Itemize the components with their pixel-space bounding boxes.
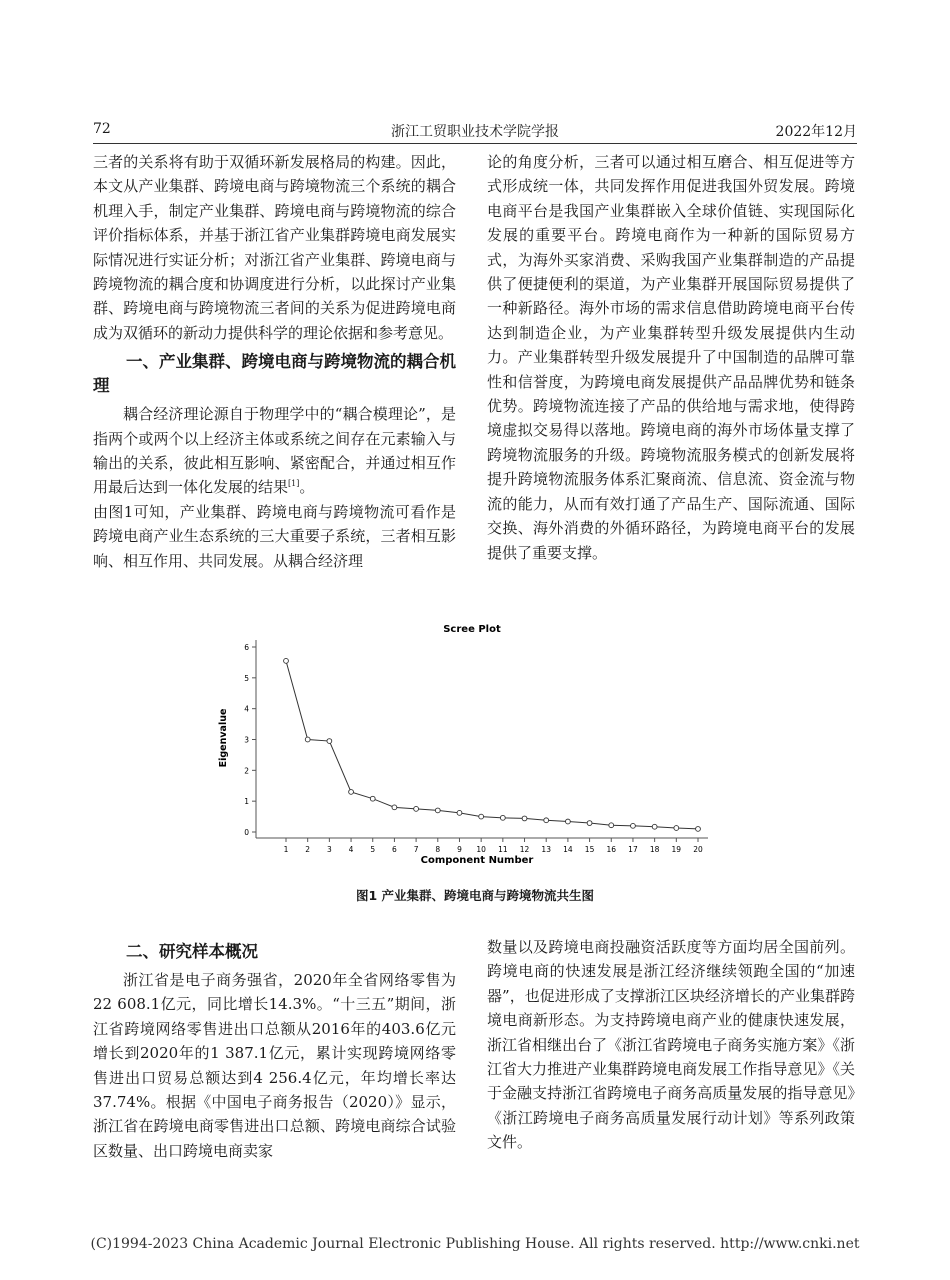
data-point bbox=[631, 823, 636, 828]
paragraph-text: 耦合经济理论源自于物理学中的“耦合模理论”，是指两个或两个以上经济主体或系统之间存在元素输入与输出的关系，彼此相互影响、紧密配合，并通过相互作用最后达到一体化发展的结果 bbox=[93, 405, 456, 497]
x-tick-label: 7 bbox=[413, 845, 419, 854]
x-tick-label: 17 bbox=[628, 845, 638, 854]
paragraph-policy-support: 数量以及跨境电商投融资活跃度等方面均居全国前列。跨境电商的快速发展是浙江经济继续领跑全国的“加速器”，也促进形成了支撑浙江区块经济增长的产业集群跨境电商新形态。为支持跨境电商产业的健康快速发展，浙江省相继出台了《浙江省跨境电子商务实施方案》《浙江省大力推进产业集群跨境电商发展工作指导意见》《关于金融支持浙江省跨境电子商务高质量发展的指导意见》《浙江跨境电子商务高质量发展行动计划》等系列政策文件。 bbox=[487, 938, 855, 1152]
y-tick-label: 6 bbox=[244, 643, 249, 652]
paragraph-zhejiang-ecommerce: 浙江省是电子商务强省，2020年全省网络零售为22 608.1亿元，同比增长14.3%。“十三五”期间，浙江省跨境网络零售进出口总额从2016年的403.6亿元增长到2020年的1 387.1亿元，累计实现跨境网络零售进出口贸易总额达到4 256.4亿元，年均增长率达37.74%。根据《中国电子商务报告（2020）》显示，浙江省在跨境电商零售进出口总额、跨境电商综合试验区数量、出口跨境电商卖家 bbox=[93, 971, 456, 1160]
x-tick-label: 4 bbox=[348, 845, 354, 854]
data-point bbox=[565, 819, 570, 824]
paragraph-end-mark: 。 bbox=[299, 478, 315, 497]
y-tick-label: 1 bbox=[244, 797, 249, 807]
data-point bbox=[284, 658, 289, 663]
data-point bbox=[674, 826, 679, 831]
x-axis-label: Component Number bbox=[420, 855, 534, 866]
data-point bbox=[696, 827, 701, 832]
data-point bbox=[479, 814, 484, 819]
data-point bbox=[305, 737, 310, 742]
column-left-bottom bbox=[93, 935, 456, 1163]
y-tick-label: 0 bbox=[244, 828, 249, 837]
scree-plot bbox=[200, 620, 740, 870]
data-point-group bbox=[284, 658, 701, 831]
data-point bbox=[522, 816, 527, 821]
issue-date: 2022年12月 bbox=[775, 124, 857, 140]
x-tick-label: 2 bbox=[305, 845, 311, 854]
data-point bbox=[414, 806, 419, 811]
y-tick-label: 4 bbox=[244, 704, 249, 714]
column-left-top bbox=[93, 150, 456, 573]
paragraph-intro-end: 三者的关系将有助于双循环新发展格局的构建。因此，本文从产业集群、跨境电商与跨境物流三个系统的耦合机理入手，制定产业集群、跨境电商与跨境物流的综合评价指标体系，并基于浙江省产业集群跨境电商发展实际情况进行实证分析；对浙江省产业集群、跨境电商与跨境物流的耦合度和协调度进行分析，以此探讨产业集群、跨境电商与跨境物流三者间的关系为促进跨境电商成为双循环的新动力提供科学的理论依据和参考意见。 bbox=[93, 153, 456, 342]
x-tick-group bbox=[284, 838, 703, 854]
data-point bbox=[392, 805, 397, 810]
x-tick-label: 10 bbox=[476, 845, 486, 854]
section-heading-1: 一、产业集群、跨境电商与跨境物流的耦合机理 bbox=[93, 352, 456, 396]
page-header bbox=[93, 121, 857, 144]
x-tick-label: 12 bbox=[519, 845, 530, 854]
data-point bbox=[435, 808, 440, 813]
x-tick-label: 19 bbox=[671, 845, 682, 854]
copyright-footer: (C)1994-2023 China Academic Journal Electronic Publishing House. All rights reserved. http://www.cnki.net bbox=[90, 1236, 860, 1252]
column-right-top bbox=[487, 150, 855, 565]
x-tick-label: 20 bbox=[693, 845, 703, 854]
data-point bbox=[652, 824, 657, 829]
y-tick-label: 3 bbox=[244, 735, 249, 745]
data-point bbox=[457, 810, 462, 815]
x-tick-label: 8 bbox=[435, 845, 441, 854]
y-axis-label: Eigenvalue bbox=[218, 708, 229, 768]
citation-ref-1[interactable]: [1] bbox=[288, 479, 300, 489]
figure-caption: 图1 产业集群、跨境电商与跨境物流共生图 bbox=[355, 888, 595, 903]
chart-title: Scree Plot bbox=[443, 624, 501, 635]
journal-title: 浙江工贸职业技术学院学报 bbox=[391, 124, 559, 140]
x-tick-label: 14 bbox=[563, 845, 573, 854]
paragraph-coupling-theory bbox=[93, 402, 456, 500]
x-tick-label: 3 bbox=[326, 845, 332, 854]
data-point bbox=[349, 790, 354, 795]
x-tick-label: 1 bbox=[283, 845, 289, 854]
data-point bbox=[587, 821, 592, 826]
data-point bbox=[370, 796, 375, 801]
paragraph-coupling-analysis: 论的角度分析，三者可以通过相互磨合、相互促进等方式形成统一体，共同发挥作用促进我国外贸发展。跨境电商平台是我国产业集群嵌入全球价值链、实现国际化发展的重要平台。跨境电商作为一种新的国际贸易方式，为海外买家消费、采购我国产业集群制造的产品提供了便捷便利的渠道，为产业集群开展国际贸易提供了一种新路径。海外市场的需求信息借助跨境电商平台传达到制造企业，为产业集群转型升级发展提供内生动力。产业集群转型升级发展提升了中国制造的品牌可靠性和信誉度，为跨境电商发展提供产品品牌优势和链条优势。跨境物流连接了产品的供给地与需求地，使得跨境虚拟交易得以落地。跨境电商的海外市场体量支撑了跨境物流服务的升级。跨境物流服务模式的创新发展将提升跨境物流服务体系汇聚商流、信息流、资金流与物流的能力，从而有效打通了产品生产、国际流通、国际交换、海外消费的外循环路径，为跨境电商平台的发展提供了重要支撑。 bbox=[487, 153, 855, 562]
y-tick-label: 2 bbox=[244, 766, 249, 776]
x-tick-label: 16 bbox=[606, 845, 617, 854]
x-tick-label: 5 bbox=[370, 845, 376, 854]
data-point bbox=[544, 818, 549, 823]
x-tick-label: 13 bbox=[541, 845, 551, 854]
paragraph-figure-ref: 由图1可知，产业集群、跨境电商与跨境物流可看作是跨境电商产业生态系统的三大重要子系统，三者相互影响、相互作用、共同发展。从耦合经济理 bbox=[93, 502, 456, 570]
y-tick-label: 5 bbox=[244, 673, 249, 683]
y-tick-group bbox=[244, 643, 256, 837]
series-line-eigenvalue bbox=[286, 661, 698, 829]
x-tick-label: 11 bbox=[498, 845, 508, 854]
section-heading-2: 二、研究样本概况 bbox=[126, 942, 258, 961]
page-number: 72 bbox=[93, 121, 111, 137]
x-tick-label: 6 bbox=[392, 845, 397, 854]
data-point bbox=[500, 815, 505, 820]
x-tick-label: 9 bbox=[457, 845, 462, 854]
data-point bbox=[327, 739, 332, 744]
x-tick-label: 18 bbox=[649, 845, 660, 854]
x-tick-label: 15 bbox=[584, 845, 595, 854]
data-point bbox=[609, 823, 614, 828]
column-right-bottom bbox=[487, 935, 855, 1155]
